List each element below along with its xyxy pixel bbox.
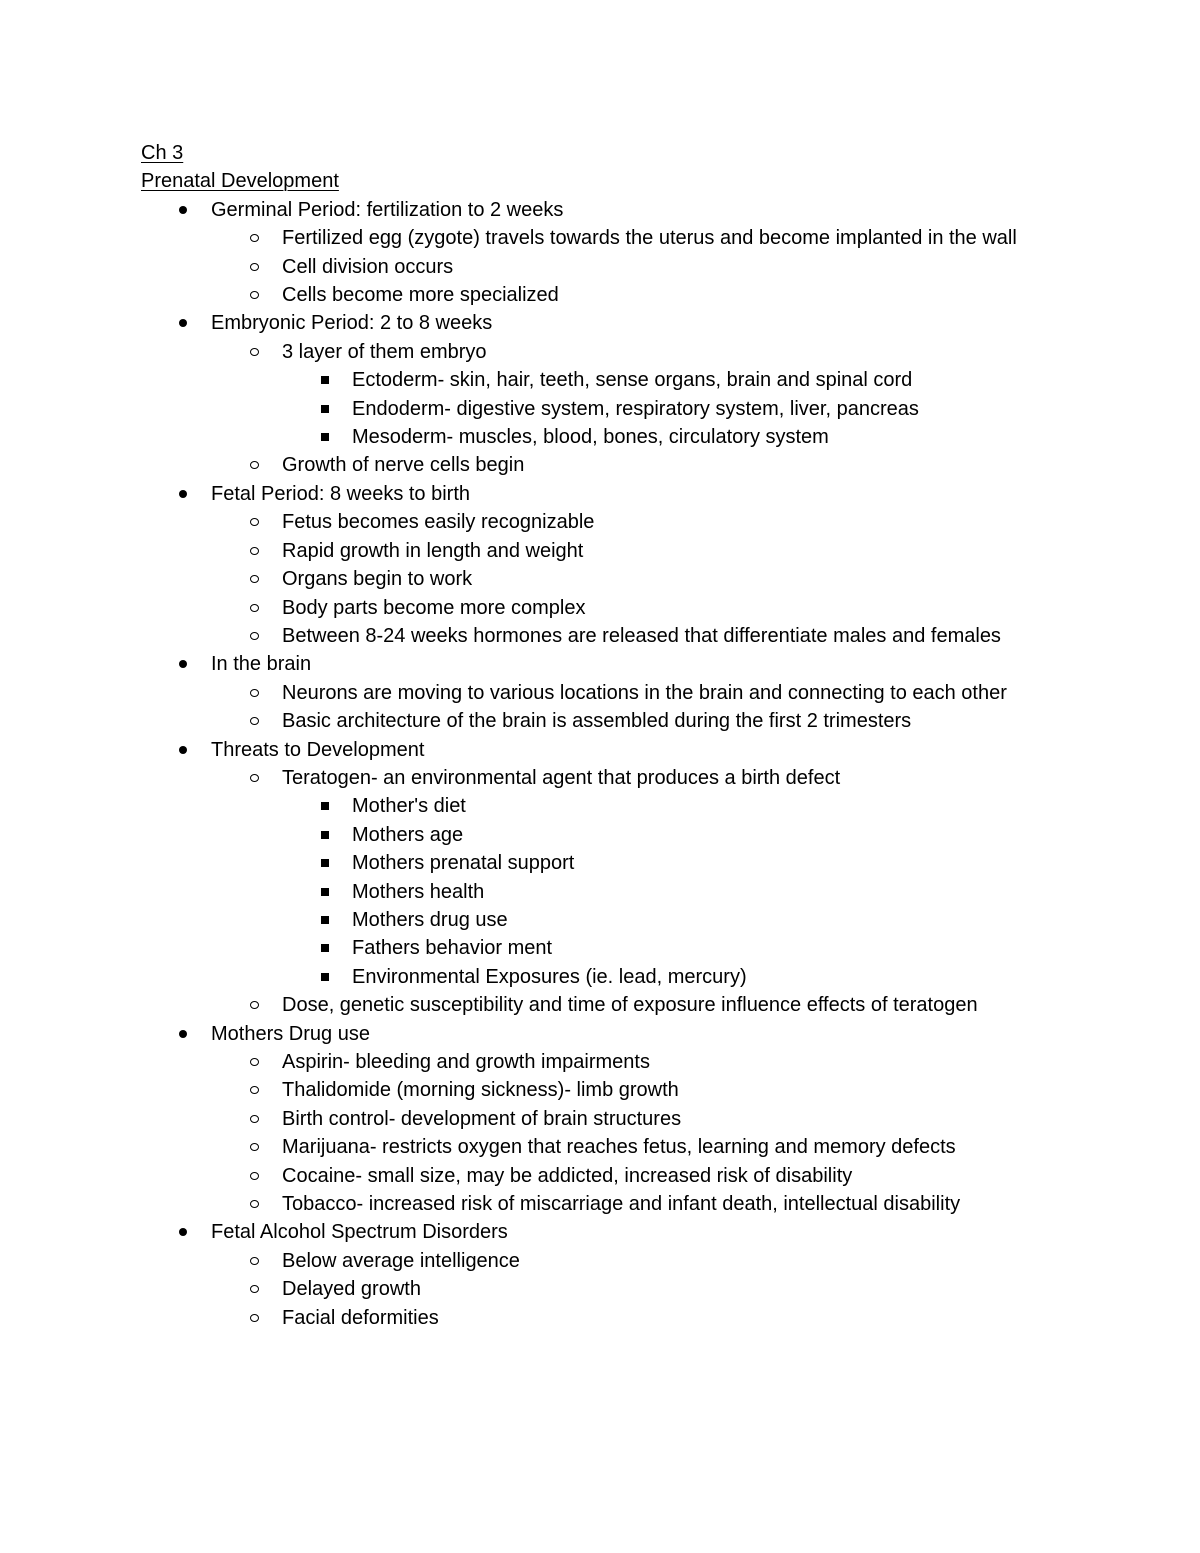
subitem-text: Mesoderm- muscles, blood, bones, circulatory system bbox=[352, 426, 829, 449]
outline-section bbox=[141, 480, 1101, 508]
item-text: Thalidomide (morning sickness)- limb growth bbox=[282, 1079, 679, 1102]
hollow-circle-bullet-icon bbox=[250, 291, 259, 299]
filled-circle-bullet-icon bbox=[179, 490, 187, 498]
square-bullet-icon bbox=[321, 831, 329, 839]
item-text: Organs begin to work bbox=[282, 568, 473, 591]
hollow-circle-bullet-icon bbox=[250, 1200, 259, 1208]
outline-item bbox=[141, 281, 1101, 309]
outline-section bbox=[141, 736, 1101, 764]
outline-item bbox=[141, 1133, 1101, 1161]
outline-item bbox=[141, 565, 1101, 593]
section-heading: Fetal Period: 8 weeks to birth bbox=[211, 482, 471, 505]
hollow-circle-bullet-icon bbox=[250, 604, 259, 612]
square-bullet-icon bbox=[321, 973, 329, 981]
square-bullet-icon bbox=[321, 433, 329, 441]
item-text: Aspirin- bleeding and growth impairments bbox=[282, 1051, 650, 1073]
subitem-text: Mothers health bbox=[352, 880, 485, 903]
item-text: Growth of nerve cells begin bbox=[282, 454, 525, 477]
outline-subitem bbox=[141, 878, 1101, 906]
hollow-circle-bullet-icon bbox=[250, 717, 259, 725]
subitem-text: Mother's diet bbox=[352, 795, 466, 818]
square-bullet-icon bbox=[321, 916, 329, 924]
outline-item bbox=[141, 224, 1101, 252]
item-text: Teratogen- an environmental agent that produces a birth defect bbox=[282, 766, 841, 789]
square-bullet-icon bbox=[321, 405, 329, 413]
hollow-circle-bullet-icon bbox=[250, 547, 259, 555]
item-text: 3 layer of them embryo bbox=[282, 340, 487, 363]
outline-subitem bbox=[141, 792, 1101, 820]
outline-item bbox=[141, 622, 1101, 650]
outline-item bbox=[141, 1076, 1101, 1104]
subitem-text: Ectoderm- skin, hair, teeth, sense organs, brain and spinal cord bbox=[352, 369, 913, 392]
subitem-text: Fathers behavior ment bbox=[352, 937, 553, 960]
filled-circle-bullet-icon bbox=[179, 1228, 187, 1236]
hollow-circle-bullet-icon bbox=[250, 1285, 259, 1293]
hollow-circle-bullet-icon bbox=[250, 689, 259, 697]
hollow-circle-bullet-icon bbox=[250, 1115, 259, 1123]
item-text: Neurons are moving to various locations in the brain and connecting to each other bbox=[282, 681, 1007, 704]
hollow-circle-bullet-icon bbox=[250, 1001, 259, 1009]
outline-item bbox=[141, 1048, 1101, 1076]
outline-item bbox=[141, 338, 1101, 366]
item-text: Cocaine- small size, may be addicted, increased risk of disability bbox=[282, 1164, 853, 1187]
item-text: Body parts become more complex bbox=[282, 596, 586, 619]
outline-item bbox=[141, 1247, 1101, 1275]
filled-circle-bullet-icon bbox=[179, 206, 187, 214]
hollow-circle-bullet-icon bbox=[250, 461, 259, 469]
hollow-circle-bullet-icon bbox=[250, 632, 259, 640]
document-title: Prenatal Development bbox=[141, 170, 339, 193]
item-text: Birth control- development of brain structures bbox=[282, 1107, 682, 1130]
filled-circle-bullet-icon bbox=[179, 1030, 187, 1038]
outline-subitem bbox=[141, 934, 1101, 962]
outline-section bbox=[141, 650, 1101, 678]
square-bullet-icon bbox=[321, 944, 329, 952]
outline-subitem bbox=[141, 423, 1101, 451]
outline-subitem bbox=[141, 821, 1101, 849]
hollow-circle-bullet-icon bbox=[250, 1172, 259, 1180]
filled-circle-bullet-icon bbox=[179, 319, 187, 327]
outline-item bbox=[141, 1190, 1101, 1218]
square-bullet-icon bbox=[321, 376, 329, 384]
outline-item bbox=[141, 991, 1101, 1019]
hollow-circle-bullet-icon bbox=[250, 348, 259, 356]
hollow-circle-bullet-icon bbox=[250, 1086, 259, 1094]
outline-item bbox=[141, 537, 1101, 565]
item-text: Tobacco- increased risk of miscarriage and infant death, intellectual disability bbox=[282, 1193, 961, 1216]
square-bullet-icon bbox=[321, 859, 329, 867]
outline-section bbox=[141, 1020, 1101, 1048]
filled-circle-bullet-icon bbox=[179, 746, 187, 754]
section-heading: Fetal Alcohol Spectrum Disorders bbox=[211, 1221, 508, 1244]
hollow-circle-bullet-icon bbox=[250, 1257, 259, 1265]
item-text: Facial deformities bbox=[282, 1306, 439, 1329]
square-bullet-icon bbox=[321, 888, 329, 896]
outline-item bbox=[141, 1304, 1101, 1332]
outline-section bbox=[141, 1218, 1101, 1246]
subitem-text: Mothers age bbox=[352, 823, 464, 846]
document-page bbox=[141, 139, 1101, 1332]
outline-subitem bbox=[141, 963, 1101, 991]
item-text: Basic architecture of the brain is assembled during the first 2 trimesters bbox=[282, 710, 912, 733]
outline-item bbox=[141, 253, 1101, 281]
subitem-text: Mothers prenatal support bbox=[352, 852, 575, 875]
section-heading: Threats to Development bbox=[211, 738, 425, 761]
section-heading: Mothers Drug use bbox=[211, 1022, 370, 1045]
item-text: Rapid growth in length and weight bbox=[282, 539, 584, 562]
hollow-circle-bullet-icon bbox=[250, 234, 259, 242]
section-heading: Germinal Period: fertilization to 2 weeks bbox=[211, 198, 564, 221]
outline-item bbox=[141, 594, 1101, 622]
hollow-circle-bullet-icon bbox=[250, 1058, 259, 1066]
item-text: Dose, genetic susceptibility and time of exposure influence effects of teratogen bbox=[282, 994, 978, 1017]
hollow-circle-bullet-icon bbox=[250, 1314, 259, 1322]
filled-circle-bullet-icon bbox=[179, 660, 187, 668]
item-text: Fetus becomes easily recognizable bbox=[282, 511, 595, 534]
outline-section bbox=[141, 196, 1101, 224]
subitem-text: Endoderm- digestive system, respiratory system, liver, pancreas bbox=[352, 397, 919, 420]
hollow-circle-bullet-icon bbox=[250, 1143, 259, 1151]
outline-subitem bbox=[141, 849, 1101, 877]
outline-item bbox=[141, 764, 1101, 792]
outline-item bbox=[141, 679, 1101, 707]
hollow-circle-bullet-icon bbox=[250, 518, 259, 526]
item-text: Cells become more specialized bbox=[282, 284, 559, 307]
item-text: Between 8-24 weeks hormones are released that differentiate males and females bbox=[282, 624, 1001, 647]
outline-item bbox=[141, 1275, 1101, 1303]
outline-item bbox=[141, 451, 1101, 479]
hollow-circle-bullet-icon bbox=[250, 575, 259, 583]
section-heading: In the brain bbox=[211, 653, 312, 676]
notes-outline bbox=[141, 196, 1101, 1332]
item-text: Cell division occurs bbox=[282, 255, 454, 278]
outline-subitem bbox=[141, 395, 1101, 423]
item-text: Below average intelligence bbox=[282, 1249, 520, 1272]
item-text: Marijuana- restricts oxygen that reaches fetus, learning and memory defects bbox=[282, 1136, 956, 1159]
hollow-circle-bullet-icon bbox=[250, 774, 259, 782]
outline-item bbox=[141, 707, 1101, 735]
chapter-heading: Ch 3 bbox=[141, 142, 184, 164]
outline-item bbox=[141, 1105, 1101, 1133]
outline-item bbox=[141, 1162, 1101, 1190]
hollow-circle-bullet-icon bbox=[250, 263, 259, 271]
outline-section bbox=[141, 309, 1101, 337]
section-heading: Embryonic Period: 2 to 8 weeks bbox=[211, 312, 493, 335]
item-text: Fertilized egg (zygote) travels towards the uterus and become implanted in the wall bbox=[282, 227, 1017, 250]
subitem-text: Environmental Exposures (ie. lead, mercury) bbox=[352, 965, 747, 988]
outline-subitem bbox=[141, 366, 1101, 394]
item-text: Delayed growth bbox=[282, 1278, 421, 1301]
square-bullet-icon bbox=[321, 802, 329, 810]
outline-item bbox=[141, 508, 1101, 536]
outline-subitem bbox=[141, 906, 1101, 934]
subitem-text: Mothers drug use bbox=[352, 908, 508, 931]
